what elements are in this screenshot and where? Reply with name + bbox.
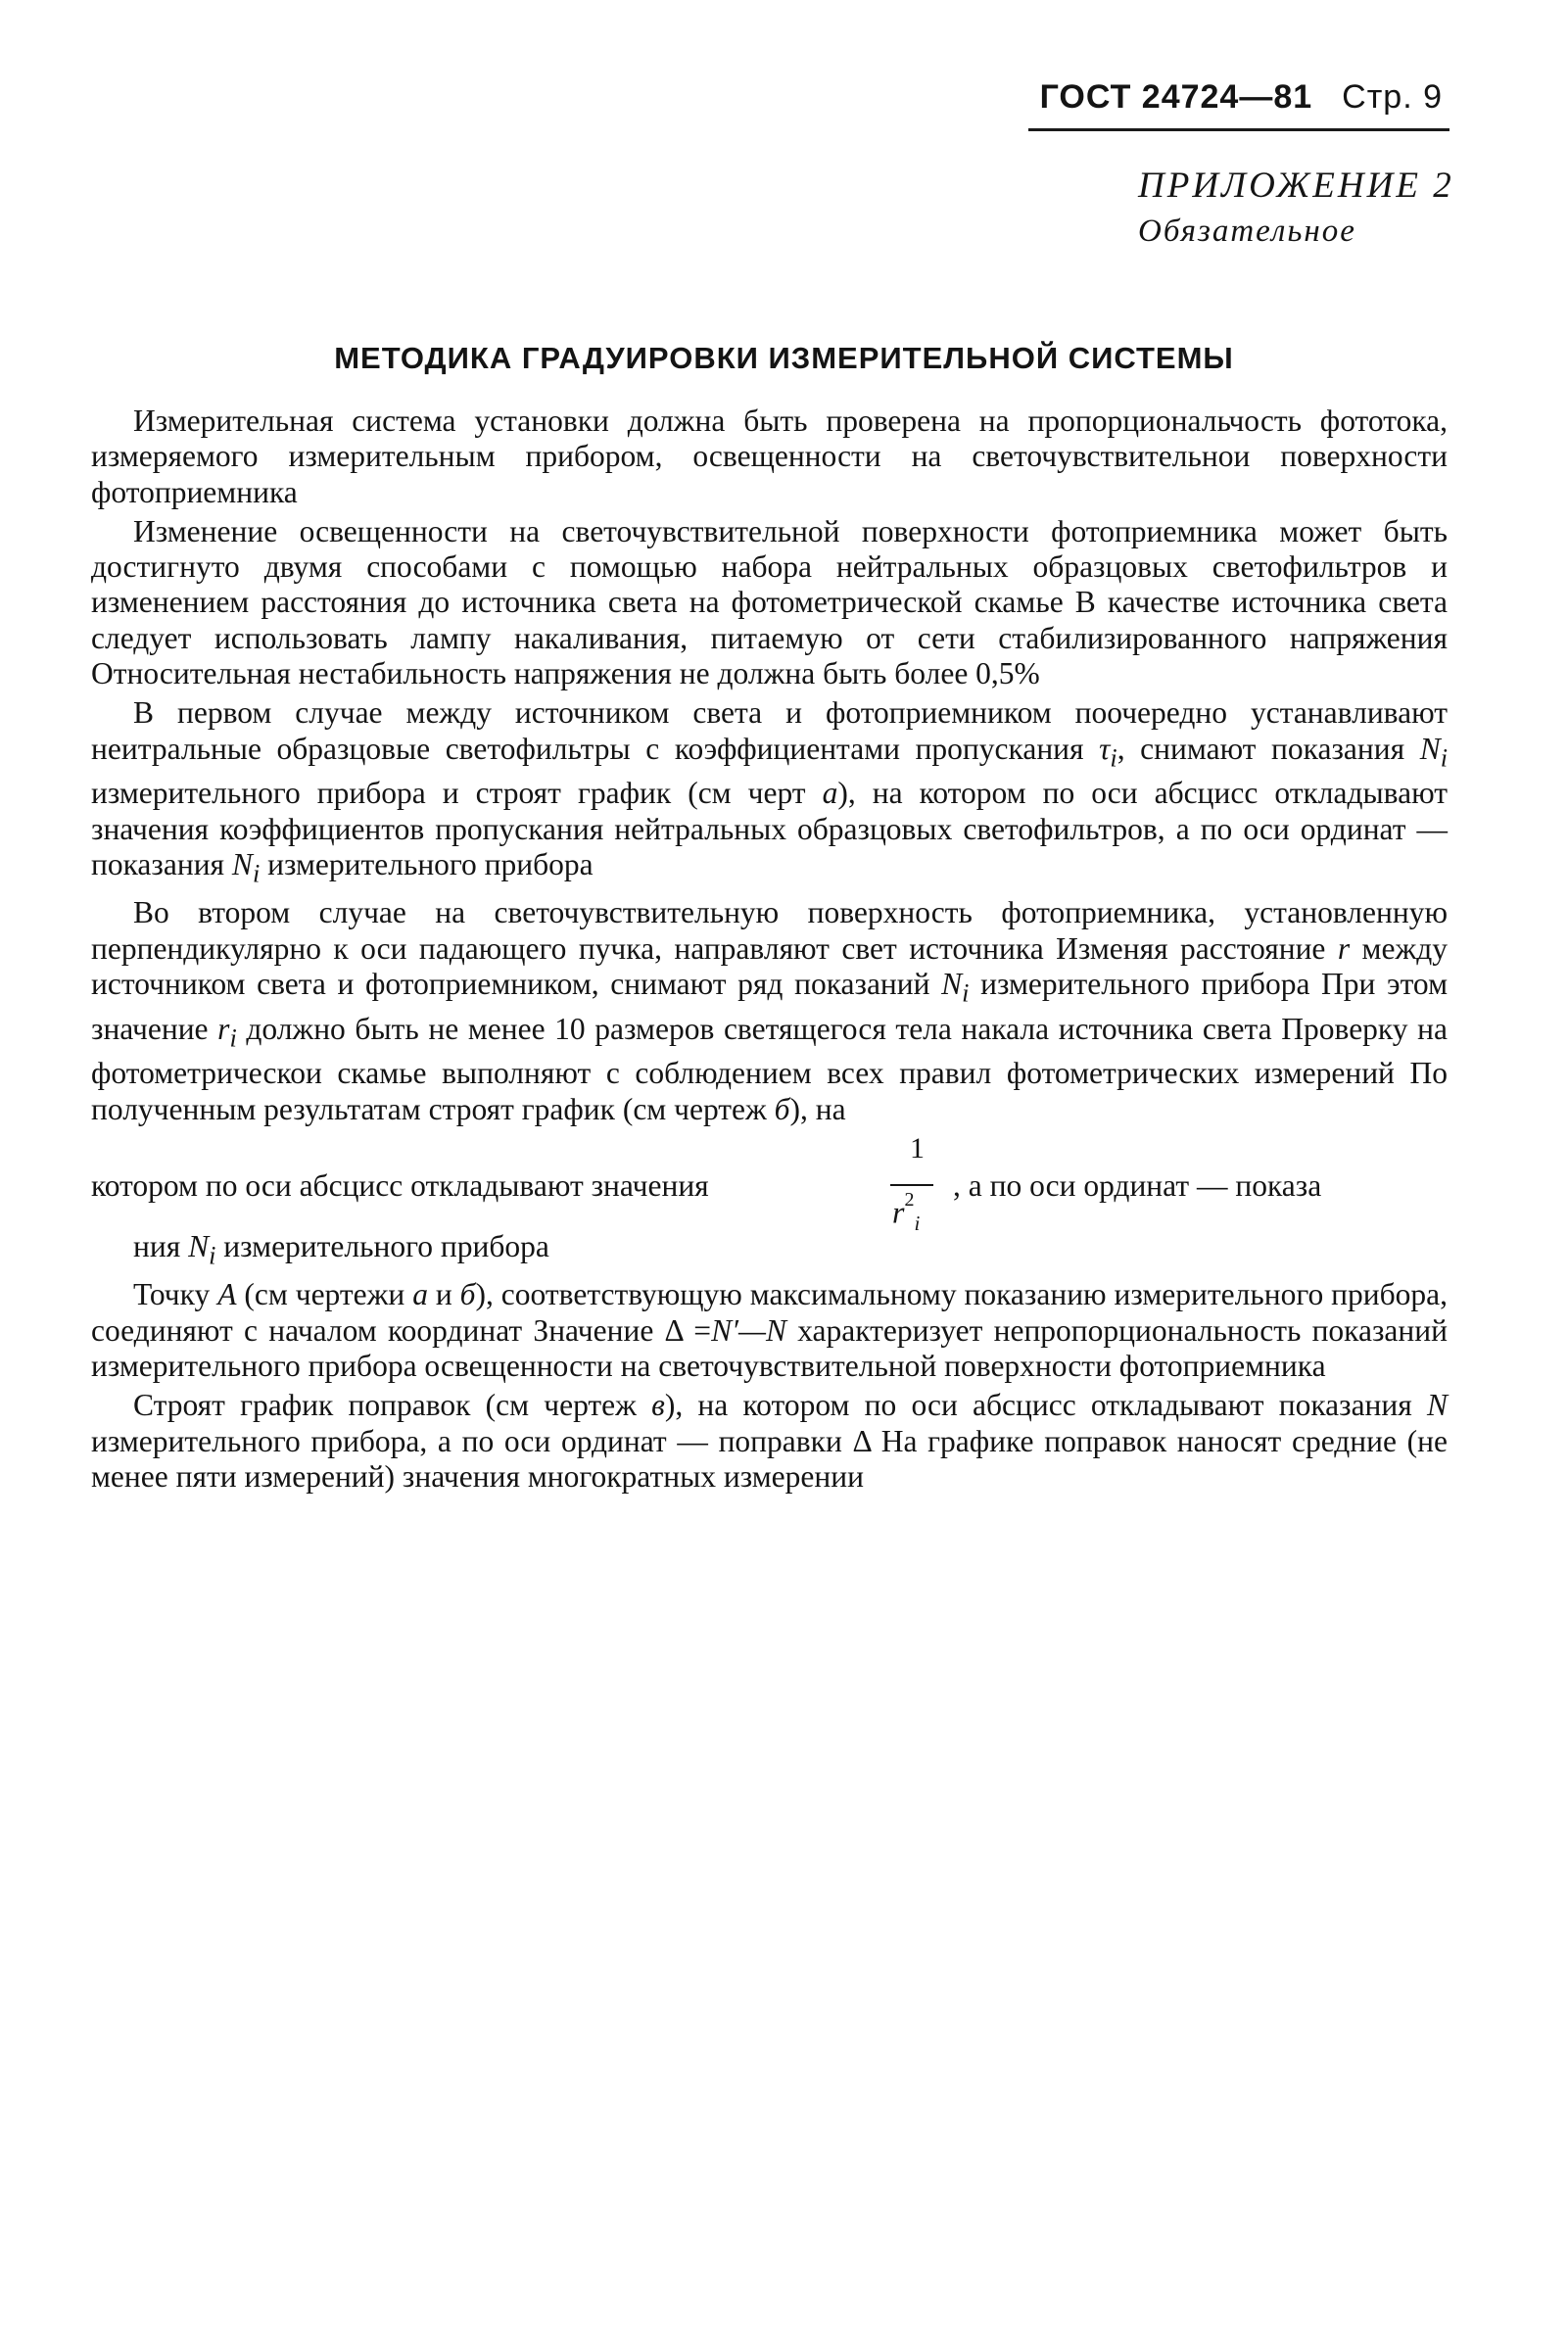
text-run: , снимают показания [1117, 731, 1420, 766]
text-run: и [427, 1277, 460, 1312]
fraction-bar [890, 1184, 933, 1186]
appendix-status: Обязательное [1138, 214, 1356, 249]
figure-ref: б [459, 1277, 476, 1312]
symbol-tau: τ [1099, 731, 1111, 766]
symbol-n: N [1426, 1388, 1448, 1423]
formula-inline: N′—N [711, 1312, 786, 1348]
text-run: измерительного прибора, а по оси ординат — поправки Δ На графике поправок наносят средние (не менее пяти измерений) значения многократных измерении [91, 1423, 1448, 1494]
text-run: должно быть не менее 10 размеров светящегося тела накала источника света Проверку на фотометрическои скамье выполняют с соблюдением всех правил фотометрических измерений По полученным результатам строят график (см чертеж [91, 1011, 1448, 1126]
paragraph-3 [91, 695, 1448, 891]
superscript: 2 [904, 1188, 915, 1211]
text-run: ), на [789, 1091, 846, 1126]
symbol-n: N [941, 967, 963, 1002]
body-text [91, 404, 1448, 1498]
text-run: измерительного прибора При этом значение [91, 967, 1449, 1046]
subscript: i [252, 859, 261, 888]
text-run: ния [133, 1228, 189, 1263]
subscript: i [914, 1211, 921, 1235]
symbol-r: r [217, 1011, 230, 1046]
subscript: i [209, 1241, 216, 1270]
figure-ref: а [412, 1277, 428, 1312]
formula-left-text: котором по оси абсцисс откладывают значения [91, 1167, 709, 1203]
page-number: Стр. 9 [1342, 78, 1443, 116]
text-run: ), соответствующую максимальному показанию измерительного прибора, соединяют с началом координат Значение Δ = [91, 1277, 1449, 1348]
symbol-n: N [188, 1228, 210, 1263]
paragraph-6 [91, 1388, 1448, 1495]
text-run: между источником света и фотоприемником, снимают ряд показаний [91, 930, 1448, 1002]
formula-right-text: , а по оси ординат — показа [953, 1167, 1322, 1203]
text-run: ), на котором по оси абсцисс откладывают показания [664, 1388, 1427, 1423]
text-run: Во втором случае на светочувствительную поверхность фотоприемника, установленную перпендикулярно к оси падающего пучка, направляют свет источника Изменяя расстояние [91, 895, 1448, 966]
text-run: (см чертежи [236, 1277, 413, 1312]
text-run: Точку [133, 1277, 218, 1312]
point-label: А [217, 1277, 237, 1312]
fraction-numerator: 1 [910, 1131, 925, 1164]
text-run: В первом случае между источником света и фотоприемником поочередно устанавливают неитральные образцовые светофильтры с коэффициентами пропускания [91, 695, 1448, 766]
fraction-denominator [892, 1188, 920, 1241]
fraction-formula [886, 1131, 947, 1235]
subscript: i [229, 1022, 237, 1052]
paragraph-2: Изменение освещенности на светочувствительной поверхности фотоприемника может быть достигнуто двумя способами с помощью набора нейтральных образцовых светофильтров и изменением расстояния до источника света на фотометрической скамье В качестве источника света следует использовать лампу накаливания, питаемую от сети стабилизированного напряжения Относительная нестабильность напряжения не должна быть более 0,5% [91, 513, 1448, 691]
figure-ref: в [651, 1388, 665, 1423]
symbol-r: r [892, 1194, 905, 1230]
standard-number: ГОСТ 24724—81 [1039, 78, 1313, 116]
paragraph-4 [91, 895, 1448, 1126]
text-run: измерительного прибора и строят график (см черт [91, 776, 823, 811]
paragraph-5 [91, 1277, 1448, 1384]
header-divider [1028, 128, 1449, 131]
figure-ref: б [774, 1091, 790, 1126]
formula-line [91, 1131, 1448, 1235]
text-run: Строят график поправок (см чертеж [133, 1388, 652, 1423]
figure-ref: а [822, 776, 838, 811]
symbol-n: N [231, 846, 253, 881]
subscript: i [962, 978, 970, 1008]
appendix-label: ПРИЛОЖЕНИЕ 2 [1138, 166, 1454, 206]
page-header [1040, 78, 1443, 117]
subscript: i [1440, 742, 1448, 772]
text-run: измерительного прибора [260, 846, 594, 881]
paragraph-1: Измерительная система установки должна быть проверена на пропорциональчость фототока, измеряемого измерительным прибором, освещенности на светочувствительнои поверхности фотоприемника [91, 404, 1448, 509]
symbol-r: r [1337, 930, 1351, 966]
text-run: измерительного прибора [215, 1228, 549, 1263]
section-title: МЕТОДИКА ГРАДУИРОВКИ ИЗМЕРИТЕЛЬНОЙ СИСТЕМЫ [334, 341, 1234, 375]
paragraph-4-continued [91, 1229, 1448, 1274]
subscript: i [1110, 742, 1117, 772]
symbol-n: N [1419, 731, 1441, 766]
text-run: характеризует непропорциональность показаний измерительного прибора освещенности на светочувствительной поверхности фотоприемника [91, 1312, 1448, 1384]
text-run: ), на котором по оси абсцисс откладывают значения коэффициентов пропускания нейтральных образцовых светофильтров, а по оси ординат — показания [91, 776, 1448, 881]
